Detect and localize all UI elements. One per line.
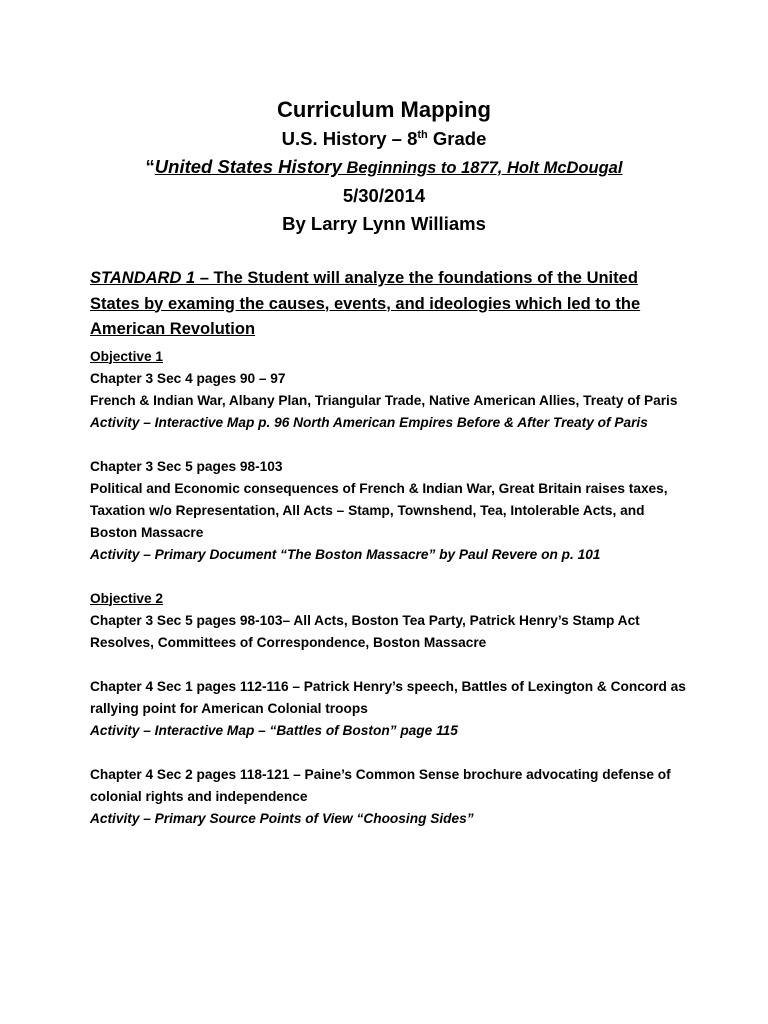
document-author: By Larry Lynn Williams xyxy=(282,213,486,234)
standard-label: STANDARD 1 xyxy=(90,269,196,287)
objective-label: Objective 1 xyxy=(90,348,164,364)
textbook-open-quote: “ xyxy=(145,156,155,177)
spacer xyxy=(90,742,690,764)
textbook-subtitle: Beginnings to 1877, Holt McDougal xyxy=(341,159,623,177)
activity-line: Activity – Interactive Map p. 96 North American Empires Before & After Treaty of Paris xyxy=(90,414,648,430)
chapter-line: Chapter 3 Sec 5 pages 98-103– All Acts, Boston Tea Party, Patrick Henry’s Stamp Act Resolves, Committees of Correspondence, Boston Massacre xyxy=(90,612,640,650)
activity-line: Activity – Primary Document “The Boston Massacre” by Paul Revere on p. 101 xyxy=(90,546,601,562)
objective-block xyxy=(90,588,690,830)
objective-block xyxy=(90,346,690,588)
document-date: 5/30/2014 xyxy=(342,185,426,206)
chapter-line: Chapter 4 Sec 1 pages 112-116 – Patrick Henry’s speech, Battles of Lexington & Concord as rallying point for American Colonial troops xyxy=(90,678,686,716)
activity-line: Activity – Interactive Map – “Battles of Boston” page 115 xyxy=(90,722,458,738)
course-superscript: th xyxy=(417,128,428,141)
course-prefix: U.S. History – 8 xyxy=(281,128,418,149)
textbook-line xyxy=(0,153,768,182)
objective-label: Objective 2 xyxy=(90,590,164,606)
textbook-title: United States History xyxy=(154,156,342,177)
chapter-line: Chapter 4 Sec 2 pages 118-121 – Paine’s Common Sense brochure advocating defense of colonial rights and independence xyxy=(90,766,671,804)
document-header xyxy=(0,94,768,238)
standard-text: – The Student will analyze the foundations of the United States by examing the causes, events, and ideologies which led to the American Revolution xyxy=(90,269,641,338)
document-body xyxy=(90,266,690,830)
course-suffix: Grade xyxy=(427,128,487,149)
spacer xyxy=(90,654,690,676)
topics-line: Political and Economic consequences of French & Indian War, Great Britain raises taxes, Taxation w/o Representation, All Acts – Stamp, Townshend, Tea, Intolerable Acts, and Boston Massacre xyxy=(90,480,668,540)
standard-heading xyxy=(90,266,690,343)
spacer xyxy=(90,434,690,456)
course-line xyxy=(0,125,768,153)
activity-line: Activity – Primary Source Points of View “Choosing Sides” xyxy=(90,810,474,826)
topics-line: French & Indian War, Albany Plan, Triangular Trade, Native American Allies, Treaty of Paris xyxy=(90,392,678,408)
chapter-line: Chapter 3 Sec 5 pages 98-103 xyxy=(90,458,283,474)
spacer xyxy=(90,566,690,588)
document-title: Curriculum Mapping xyxy=(277,97,491,122)
chapter-line: Chapter 3 Sec 4 pages 90 – 97 xyxy=(90,370,286,386)
